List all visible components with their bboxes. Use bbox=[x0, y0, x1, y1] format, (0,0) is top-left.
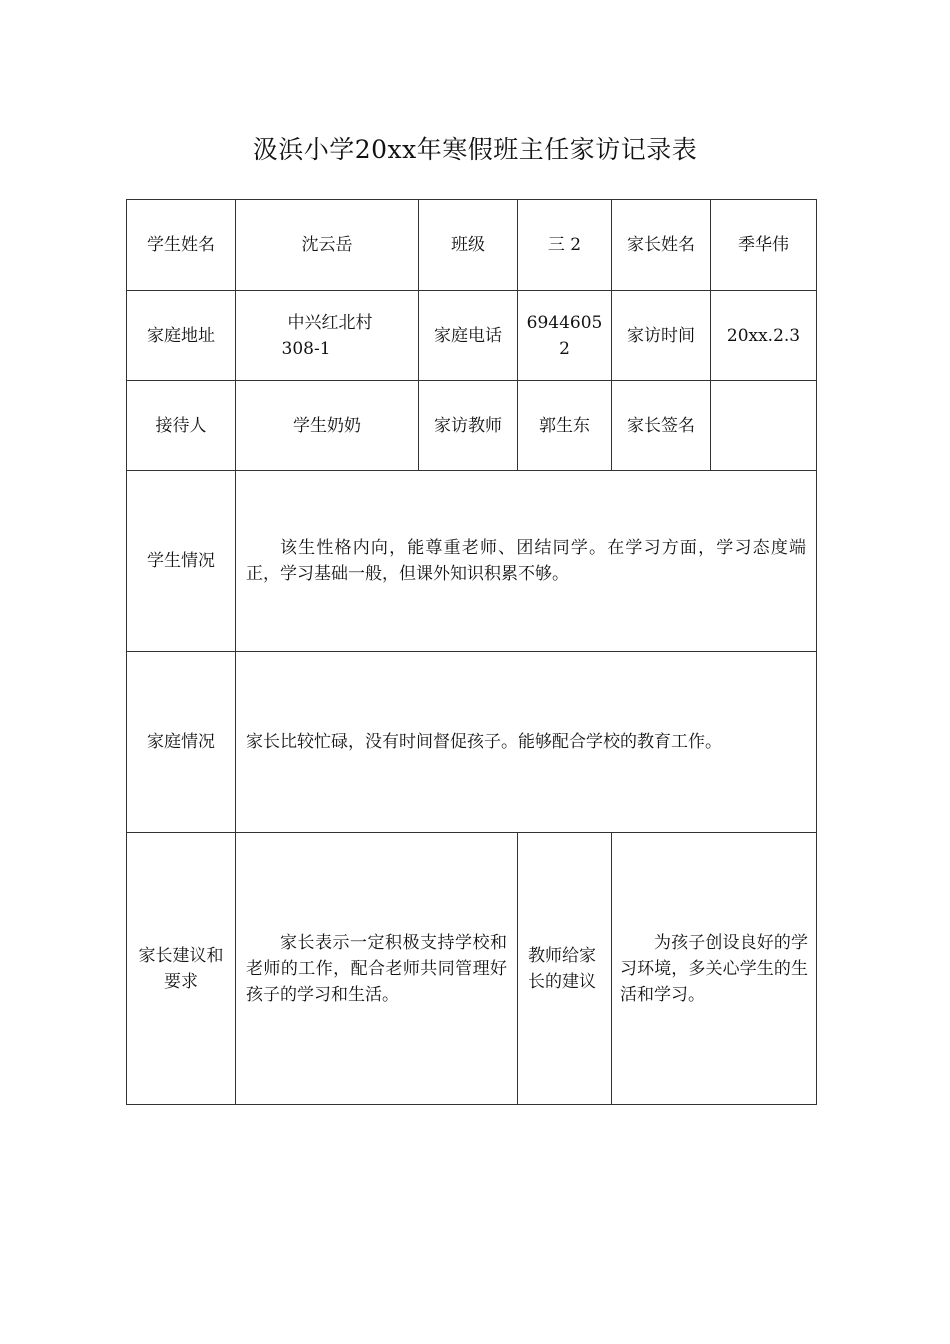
student-name-label: 学生姓名 bbox=[127, 200, 236, 291]
student-situation-label: 学生情况 bbox=[127, 471, 236, 652]
visit-time-value: 20xx.2.3 bbox=[711, 291, 817, 381]
class-label: 班级 bbox=[419, 200, 518, 291]
table-row bbox=[127, 471, 817, 652]
parent-suggestion-text: 家长表示一定积极支持学校和老师的工作，配合老师共同管理好孩子的学习和生活。 bbox=[236, 833, 518, 1105]
receiver-label: 接待人 bbox=[127, 381, 236, 471]
student-name-value: 沈云岳 bbox=[236, 200, 419, 291]
student-situation-text: 该生性格内向，能尊重老师、团结同学。在学习方面，学习态度端正，学习基础一般，但课外知识积累不够。 bbox=[236, 471, 817, 652]
family-situation-label: 家庭情况 bbox=[127, 652, 236, 833]
address-line-2: 308-1 bbox=[281, 338, 331, 359]
class-value: 三 2 bbox=[518, 200, 612, 291]
parent-name-value: 季华伟 bbox=[711, 200, 817, 291]
table-row bbox=[127, 652, 817, 833]
teacher-label: 家访教师 bbox=[419, 381, 518, 471]
teacher-suggestion-text: 为孩子创设良好的学习环境，多关心学生的生活和学习。 bbox=[612, 833, 817, 1105]
address-block bbox=[282, 310, 373, 362]
home-visit-record-table bbox=[126, 199, 817, 1105]
visit-time-label: 家访时间 bbox=[612, 291, 711, 381]
table-row bbox=[127, 200, 817, 291]
receiver-value: 学生奶奶 bbox=[236, 381, 419, 471]
address-value bbox=[236, 291, 419, 381]
page-title: 汲浜小学20xx年寒假班主任家访记录表 bbox=[252, 135, 698, 164]
address-line-1: 中兴红北村 bbox=[287, 312, 373, 333]
phone-value: 69446052 bbox=[518, 291, 612, 381]
teacher-suggestion-label: 教师给家长的建议 bbox=[518, 833, 612, 1105]
table-row bbox=[127, 833, 817, 1105]
table-row bbox=[127, 381, 817, 471]
teacher-value: 郭生东 bbox=[518, 381, 612, 471]
signature-label: 家长签名 bbox=[612, 381, 711, 471]
parent-name-label: 家长姓名 bbox=[612, 200, 711, 291]
phone-label: 家庭电话 bbox=[419, 291, 518, 381]
family-situation-text: 家长比较忙碌，没有时间督促孩子。能够配合学校的教育工作。 bbox=[236, 652, 817, 833]
parent-suggestion-label: 家长建议和要求 bbox=[127, 833, 236, 1105]
address-label: 家庭地址 bbox=[127, 291, 236, 381]
signature-field bbox=[711, 381, 817, 471]
table-row bbox=[127, 291, 817, 381]
